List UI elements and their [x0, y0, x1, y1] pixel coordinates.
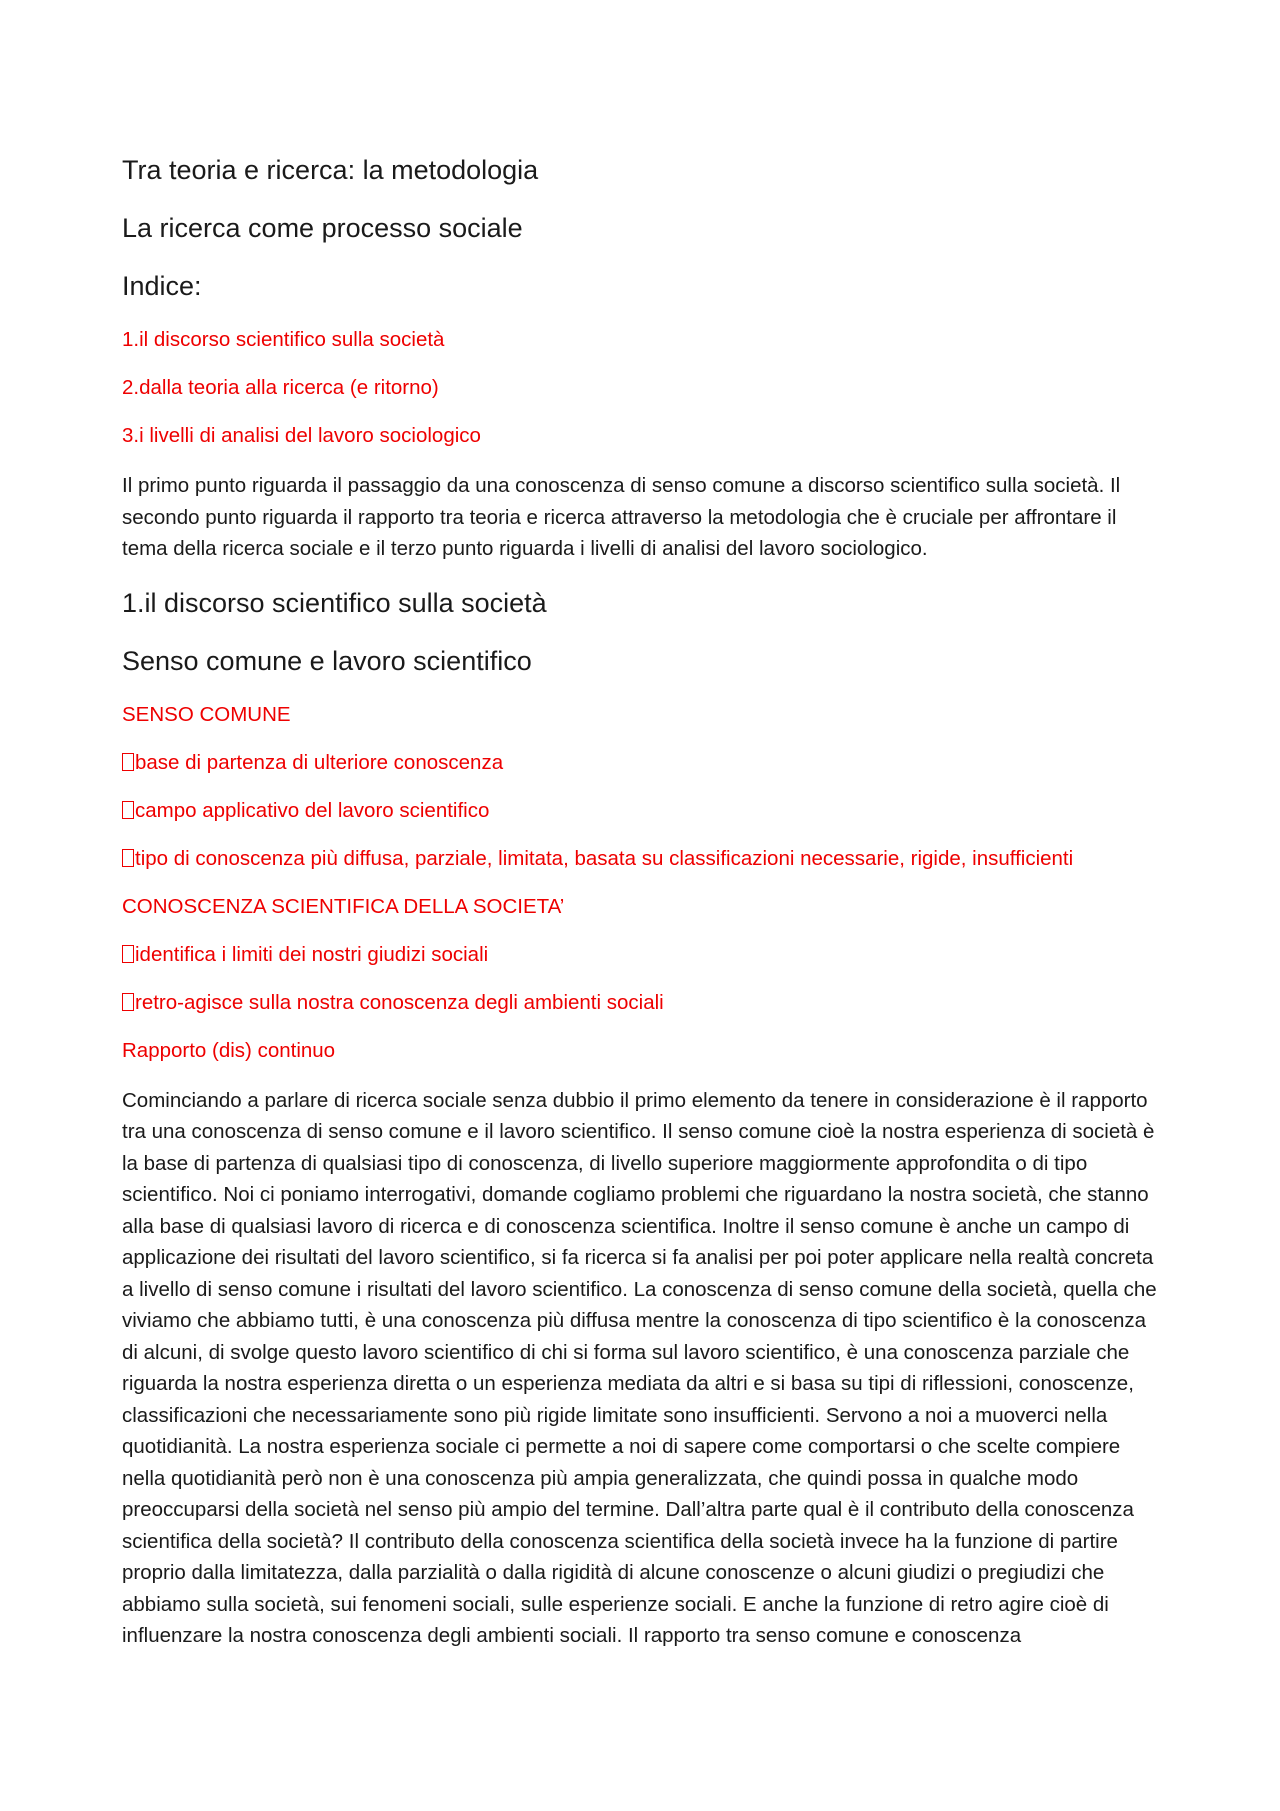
missing-glyph-icon [122, 993, 134, 1011]
document-subtitle: La ricerca come processo sociale [122, 213, 523, 243]
list-item [122, 989, 1160, 1017]
missing-glyph-icon [122, 945, 134, 963]
index-label: Indice: [122, 271, 202, 301]
index-item: 2.dalla teoria alla ricerca (e ritorno) [122, 376, 439, 399]
index-item: 1.il discorso scientifico sulla società [122, 328, 445, 351]
list-item [122, 749, 1160, 777]
list-item-text: campo applicativo del lavoro scientifico [135, 798, 490, 822]
conoscenza-label: CONOSCENZA SCIENTIFICA DELLA SOCIETA’ [122, 894, 565, 918]
list-item [122, 797, 1160, 825]
document-title: Tra teoria e ricerca: la metodologia [122, 155, 539, 185]
list-item [122, 845, 1160, 873]
missing-glyph-icon [122, 753, 134, 771]
intro-paragraph: Il primo punto riguarda il passaggio da una conoscenza di senso comune a discorso scientifico sulla società. Il secondo punto riguarda il rapporto tra teoria e ricerca attraverso la metodologia che è cruciale per affrontare il tema della ricerca sociale e il terzo punto riguarda i livelli di analisi del lavoro sociologico. [122, 474, 1121, 560]
section-subtitle: Senso comune e lavoro scientifico [122, 645, 532, 676]
missing-glyph-icon [122, 849, 134, 867]
list-item-text: identifica i limiti dei nostri giudizi sociali [135, 942, 489, 966]
index-item: 3.i livelli di analisi del lavoro sociologico [122, 424, 481, 447]
missing-glyph-icon [122, 801, 134, 819]
list-item-text: retro-agisce sulla nostra conoscenza degli ambienti sociali [135, 990, 664, 1014]
section-title: 1.il discorso scientifico sulla società [122, 587, 547, 618]
senso-comune-label: SENSO COMUNE [122, 702, 291, 726]
list-item-text: base di partenza di ulteriore conoscenza [135, 750, 504, 774]
list-item [122, 941, 1160, 969]
body-paragraph: Cominciando a parlare di ricerca sociale senza dubbio il primo elemento da tenere in considerazione è il rapporto tra una conoscenza di senso comune e il lavoro scientifico. Il senso comune cioè la nostra esperienza di società è la base di partenza di qualsiasi tipo di conoscenza, di livello superiore maggiormente approfondita o di tipo scientifico. Noi ci poniamo interrogativi, domande cogliamo problemi che riguardano la nostra società, che stanno alla base di qualsiasi lavoro di ricerca e di conoscenza scientifica. Inoltre il senso comune è anche un campo di applicazione dei risultati del lavoro scientifico, si fa ricerca si fa analisi per poi poter applicare nella realtà concreta a livello di senso comune i risultati del lavoro scientifico. La conoscenza di senso comune della società, quella che viviamo che abbiamo tutti, è una conoscenza più diffusa mentre la conoscenza di tipo scientifico è la conoscenza di alcuni, di svolge questo lavoro scientifico di chi si forma sul lavoro scientifico, è una conoscenza parziale che riguarda la nostra esperienza diretta o un esperienza mediata da altri e si basa su tipi di riflessioni, conoscenze, classificazioni che necessariamente sono più rigide limitate sono insufficienti. Servono a noi a muoverci nella quotidianità. La nostra esperienza sociale ci permette a noi di sapere come comportarsi o che scelte compiere nella quotidianità però non è una conoscenza più ampia generalizzata, che quindi possa in qualche modo preoccuparsi della società nel senso più ampio del termine. Dall’altra parte qual è il contributo della conoscenza scientifica della società? Il contributo della conoscenza scientifica della società invece ha la funzione di partire proprio dalla limitatezza, dalla parzialità o dalla rigidità di alcune conoscenze o alcuni giudizi o pregiudizi che abbiamo sulla società, sui fenomeni sociali, sulle esperienze sociali. E anche la funzione di retro agire cioè di influenzare la nostra conoscenza degli ambienti sociali. Il rapporto tra senso comune e conoscenza [122, 1088, 1157, 1647]
list-item-text: tipo di conoscenza più diffusa, parziale, limitata, basata su classificazioni necessarie, rigide, insufficienti [135, 846, 1074, 870]
rapporto-label: Rapporto (dis) continuo [122, 1038, 336, 1062]
